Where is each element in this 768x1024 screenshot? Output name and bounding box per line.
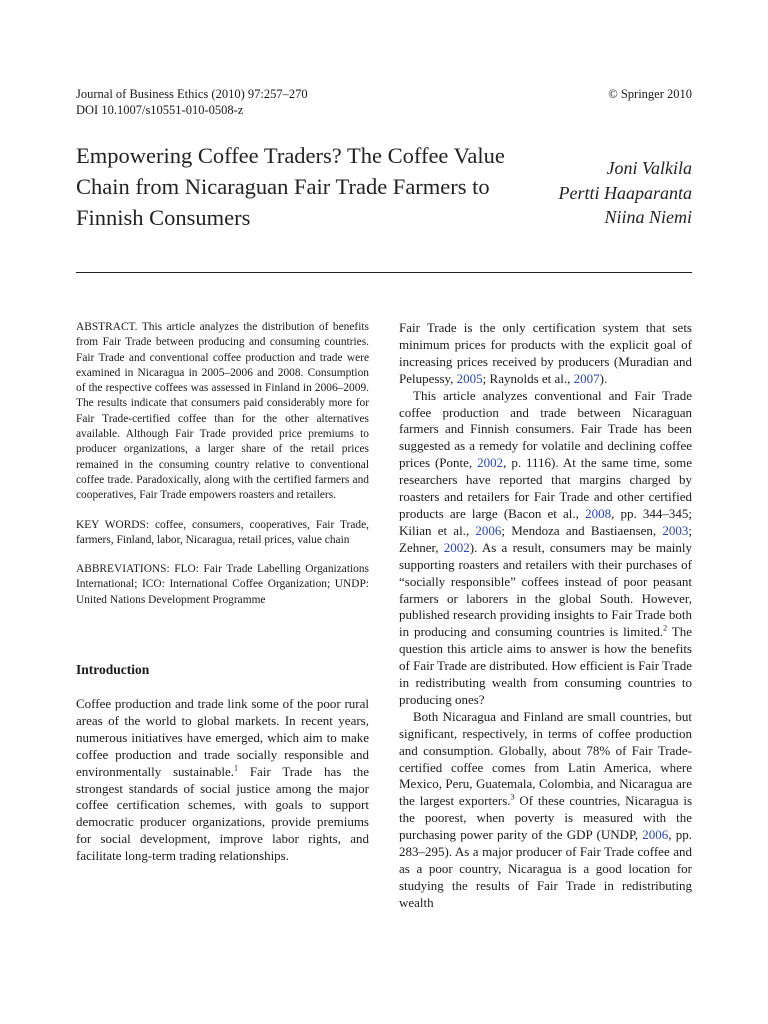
right-column	[399, 320, 692, 912]
citation-link[interactable]: 2006	[642, 827, 669, 843]
text-run: ; Raynolds et al.,	[482, 370, 574, 386]
text-run: ; Mendoza and Bastiaensen,	[501, 522, 663, 538]
citation-link[interactable]: 2003	[662, 522, 689, 538]
copyright-notice: © Springer 2010	[608, 87, 692, 101]
author-name: Niina Niemi	[604, 207, 692, 227]
author-list	[559, 156, 693, 230]
citation-link[interactable]: 2008	[585, 505, 612, 521]
citation-link[interactable]: 2002	[477, 455, 504, 471]
article-title: Empowering Coffee Traders? The Coffee Value Chain from Nicaraguan Fair Trade Farmers to Finnish Consumers	[76, 143, 505, 230]
left-column	[76, 320, 369, 865]
doi: DOI 10.1007/s10551-010-0508-z	[76, 103, 244, 117]
footnote-marker[interactable]: 1	[234, 763, 239, 773]
text-run: , p. 1116). At the same time, some researchers have reported that margins charged by roasters and retailers for Fair Trade and other certified products are large (Bacon et al.,	[399, 455, 692, 521]
text-run: ). As a result, consumers may be mainly supporting roasters and retailers with their purchases of “socially responsible” coffees instead of poor peasant farmers or laborers in the global South. However, published research providing insights to Fair Trade both in producing and consuming countries is limited.	[399, 539, 692, 640]
abstract: ABSTRACT. This article analyzes the distribution of benefits from Fair Trade between producing and consuming countries. Fair Trade and conventional coffee production and trade were examined in Nicaragua in 2005–2006 and 2008. Consumption of the respective coffees was assessed in Finland in 2006–2009. The results indicate that consumers paid considerably more for Fair Trade-certified coffee than for the other alternatives available. Although Fair Trade provided price premiums to producer organizations, a larger share of the retail prices remained in the consuming country relative to conventional coffee trade. Paradoxically, along with the certified farmers and cooperatives, Fair Trade empowers roasters and retailers.	[76, 321, 369, 502]
text-run: , pp. 283–295). As a major producer of Fair Trade coffee and as a poor country, Nicaragua is a good location for studying the results of Fair Trade in redistributing wealth	[399, 827, 692, 910]
section-heading: Introduction	[76, 662, 150, 678]
footnote-marker[interactable]: 3	[510, 793, 515, 803]
body-paragraph	[399, 320, 692, 388]
body-paragraph	[399, 388, 692, 709]
author-name: Pertti Haaparanta	[558, 182, 692, 203]
text-run: Of these countries, Nicaragua is the poorest, when poverty is measured with the purchasing power parity of the GDP (UNDP,	[399, 793, 692, 843]
author-name: Joni Valkila	[606, 158, 692, 178]
title-divider	[76, 272, 692, 273]
text-run: ; Zehner,	[399, 522, 693, 555]
text-run: This article analyzes conventional and Fair Trade coffee production and trade between Nicaraguan farmers and Finnish consumers. Fair Trade has been suggested as a remedy for volatile and declining coffee prices (Ponte,	[399, 387, 692, 471]
citation-link[interactable]: 2007	[573, 370, 600, 386]
text-run: Fair Trade is the only certification system that sets minimum prices for products with the explicit goal of increasing prices received by producers (Muradian and Pelupessy,	[399, 320, 692, 386]
abbreviations: ABBREVIATIONS: FLO: Fair Trade Labelling Organizations International; ICO: International Coffee Organization; UNDP: United Nations Development Programme	[76, 563, 369, 606]
text-run: The question this article aims to answer is how the benefits of Fair Trade are distributed. How efficient is Fair Trade in redistributing wealth from consuming countries to producing ones?	[399, 624, 692, 707]
body-paragraph	[399, 709, 692, 912]
keywords: KEY WORDS: coffee, consumers, cooperatives, Fair Trade, farmers, Finland, labor, Nicaragua, retail prices, value chain	[76, 518, 369, 546]
text-run: Coffee production and trade link some of the poor rural areas of the world to global markets. In recent years, numerous initiatives have emerged, which aim to make coffee production and trade socially responsible and environmentally sustainable.	[76, 696, 369, 779]
journal-header	[76, 86, 308, 118]
citation-link[interactable]: 2005	[456, 370, 483, 386]
citation-link[interactable]: 2006	[475, 522, 502, 538]
text-run: Both Nicaragua and Finland are small countries, but significant, respectively, in terms of coffee production and consumption. Globally, about 78% of Fair Trade-certified coffee comes from Latin America, where Mexico, Peru, Guatemala, Colombia, and Nicaragua are the largest exporters.	[399, 708, 692, 809]
text-run: ).	[599, 370, 608, 386]
intro-paragraph	[76, 696, 369, 865]
text-run: Fair Trade has the strongest standards of social justice among the major coffee certification schemes, with goals to support democratic producer organizations, provide premiums for social development, improve labor rights, and facilitate long-term trading relationships.	[76, 763, 369, 864]
journal-citation: Journal of Business Ethics (2010) 97:257–270	[76, 87, 308, 101]
citation-link[interactable]: 2002	[443, 539, 470, 555]
text-run: , pp. 344–345; Kilian et al.,	[399, 505, 692, 538]
footnote-marker[interactable]: 2	[663, 623, 668, 633]
